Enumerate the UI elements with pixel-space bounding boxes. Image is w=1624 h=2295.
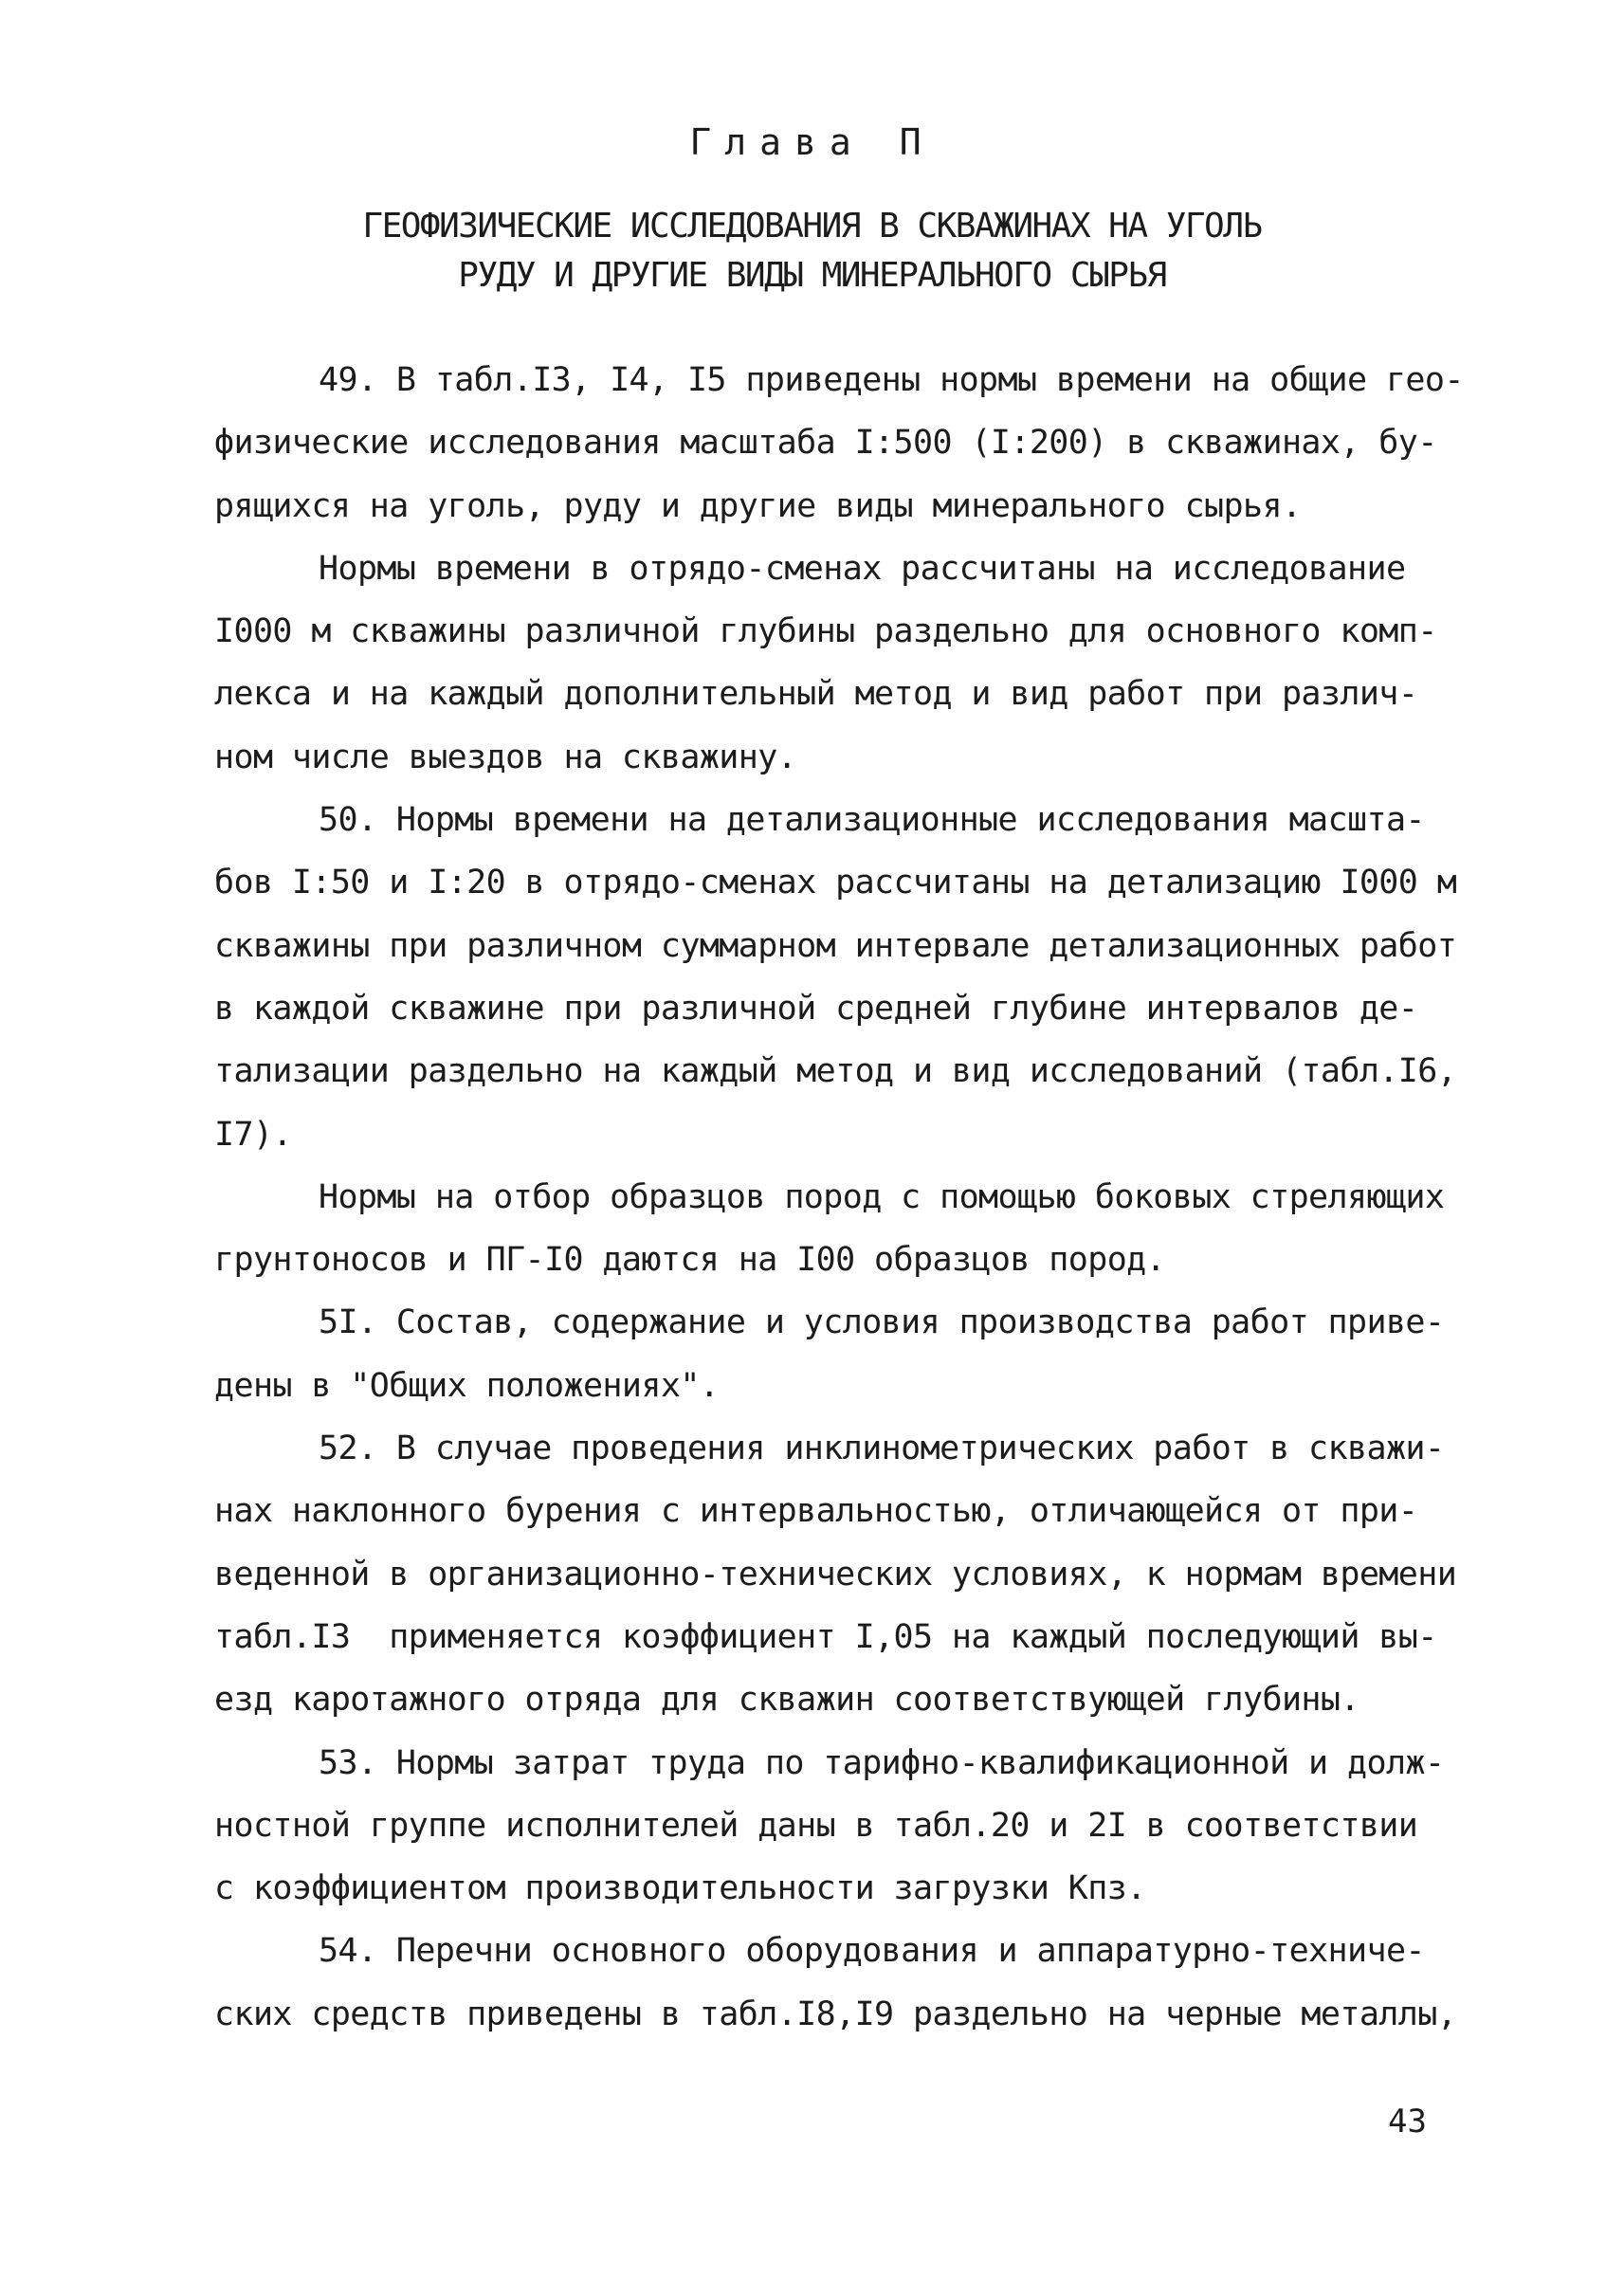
- text-line: ном числе выездов на скважину.: [214, 738, 797, 776]
- chapter-title-line-2: РУДУ И ДРУГИЕ ВИДЫ МИНЕРАЛЬНОГО СЫРЬЯ: [458, 256, 1166, 295]
- text-line: 50. Нормы времени на детализационные исследования масшта-: [319, 801, 1425, 840]
- text-line: езд каротажного отряда для скважин соответствующей глубины.: [214, 1681, 1359, 1720]
- text-line: табл.I3 применяется коэффициент I,05 на каждый последующий вы-: [214, 1617, 1437, 1656]
- text-line: Нормы на отбор образцов пород с помощью боковых стреляющих: [319, 1177, 1445, 1216]
- chapter-label: Глава П: [689, 121, 935, 163]
- text-line: 5I. Состав, содержание и условия производства работ приве-: [319, 1303, 1445, 1342]
- text-line: 54. Перечни основного оборудования и аппаратурно-техниче-: [319, 1932, 1425, 1971]
- paragraph-54: [214, 1920, 1466, 2046]
- text-line: тализации раздельно на каждый метод и вид исследований (табл.I6,: [214, 1052, 1457, 1091]
- text-line: ских средств приведены в табл.I8,I9 раздельно на черные металлы,: [214, 1994, 1457, 2033]
- paragraph-49: [214, 349, 1466, 537]
- text-line: скважины при различном суммарном интервале детализационных работ: [214, 926, 1457, 965]
- paragraph-52: [214, 1417, 1466, 1731]
- paragraph-51: [214, 1291, 1466, 1417]
- text-line: веденной в организационно-технических условиях, к нормам времени: [214, 1555, 1457, 1594]
- text-line: грунтоносов и ПГ-I0 даются на I00 образцов пород.: [214, 1241, 1166, 1280]
- paragraph-sampling-norms: [214, 1166, 1466, 1292]
- chapter-title-line-1: ГЕОФИЗИЧЕСКИЕ ИССЛЕДОВАНИЯ В СКВАЖИНАХ НА УГОЛЬ: [362, 207, 1262, 246]
- paragraph-50: [214, 789, 1466, 1166]
- page-number: 43: [1388, 2103, 1427, 2140]
- text-line: ностной группе исполнителей даны в табл.20 и 2I в соответствии: [214, 1806, 1418, 1845]
- text-line: рящихся на уголь, руду и другие виды минерального сырья.: [214, 486, 1302, 525]
- document-body: [214, 349, 1466, 2046]
- text-line: дены в "Общих положениях".: [214, 1366, 720, 1405]
- text-line: нах наклонного бурения с интервальностью, отличающейся от при-: [214, 1492, 1418, 1531]
- text-line: физические исследования масштаба I:500 (I:200) в скважинах, бу-: [214, 424, 1437, 463]
- text-line: 49. В табл.I3, I4, I5 приведены нормы времени на общие гео-: [319, 361, 1464, 399]
- text-line: с коэффициентом производительности загрузки Кпз.: [214, 1869, 1146, 1908]
- text-line: в каждой скважине при различной средней глубине интервалов де-: [214, 989, 1418, 1028]
- text-line: 52. В случае проведения инклинометрических работ в скважи-: [319, 1430, 1445, 1468]
- text-line: I000 м скважины различной глубины раздельно для основного комп-: [214, 612, 1437, 651]
- paragraph-53: [214, 1732, 1466, 1921]
- text-line: I7).: [214, 1115, 292, 1154]
- text-line: бов I:50 и I:20 в отрядо-сменах рассчитаны на детализацию I000 м: [214, 864, 1457, 902]
- text-line: лекса и на каждый дополнительный метод и вид работ при различ-: [214, 675, 1418, 714]
- paragraph-norms-time: [214, 537, 1466, 789]
- text-line: 53. Нормы затрат труда по тарифно-квалификационной и долж-: [319, 1743, 1445, 1782]
- text-line: Нормы времени в отрядо-сменах рассчитаны на исследование: [319, 549, 1406, 588]
